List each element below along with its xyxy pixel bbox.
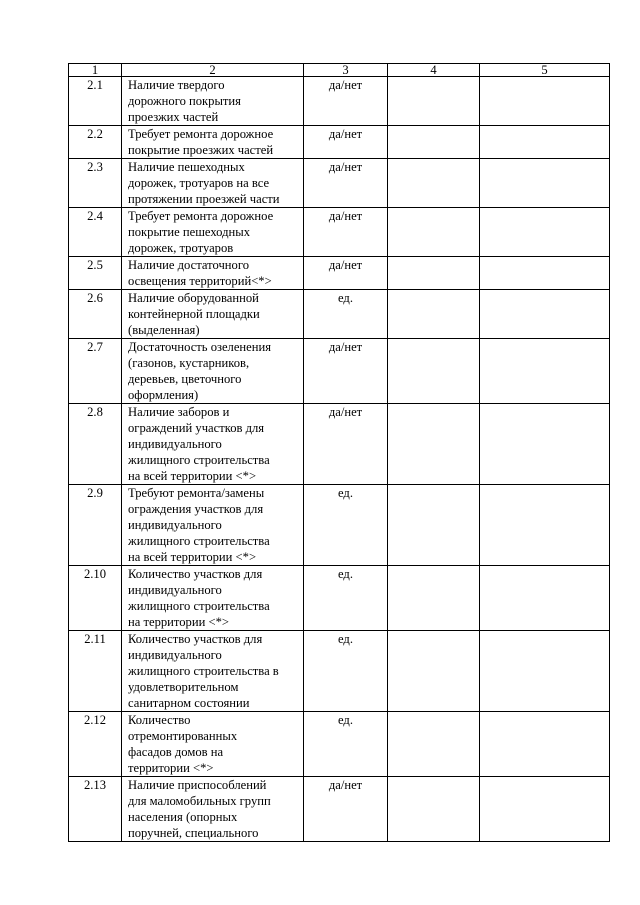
row-number: 2.3 xyxy=(69,159,122,208)
row-indicator-name: Количество отремонтированных фасадов домов на территории <*> xyxy=(122,712,304,777)
row-value-col-4 xyxy=(388,777,480,842)
table-row xyxy=(69,566,610,631)
row-unit: да/нет xyxy=(304,257,388,290)
header-col-3: 3 xyxy=(304,64,388,77)
row-value-col-5 xyxy=(480,404,610,485)
row-value-col-5 xyxy=(480,257,610,290)
row-number: 2.11 xyxy=(69,631,122,712)
row-number: 2.9 xyxy=(69,485,122,566)
row-value-col-5 xyxy=(480,566,610,631)
table-row xyxy=(69,485,610,566)
row-indicator-name: Количество участков для индивидуального жилищного строительства на территории <*> xyxy=(122,566,304,631)
table-row xyxy=(69,712,610,777)
row-value-col-5 xyxy=(480,126,610,159)
table-row xyxy=(69,77,610,126)
row-value-col-4 xyxy=(388,159,480,208)
row-indicator-name: Наличие твердого дорожного покрытия проезжих частей xyxy=(122,77,304,126)
row-number: 2.1 xyxy=(69,77,122,126)
row-unit: да/нет xyxy=(304,404,388,485)
row-value-col-5 xyxy=(480,159,610,208)
table-body xyxy=(69,64,610,842)
row-unit: ед. xyxy=(304,566,388,631)
header-col-1: 1 xyxy=(69,64,122,77)
table-row xyxy=(69,404,610,485)
table-row xyxy=(69,159,610,208)
table-row xyxy=(69,290,610,339)
row-unit: да/нет xyxy=(304,126,388,159)
table-row xyxy=(69,126,610,159)
row-value-col-4 xyxy=(388,404,480,485)
row-number: 2.7 xyxy=(69,339,122,404)
row-indicator-name: Наличие приспособлений для маломобильных групп населения (опорных поручней, специального xyxy=(122,777,304,842)
row-indicator-name: Количество участков для индивидуального жилищного строительства в удовлетворительном санитарном состоянии xyxy=(122,631,304,712)
row-value-col-4 xyxy=(388,290,480,339)
table-row xyxy=(69,208,610,257)
row-value-col-5 xyxy=(480,777,610,842)
row-unit: да/нет xyxy=(304,777,388,842)
row-unit: да/нет xyxy=(304,339,388,404)
header-col-5: 5 xyxy=(480,64,610,77)
row-unit: да/нет xyxy=(304,77,388,126)
row-value-col-4 xyxy=(388,339,480,404)
row-unit: ед. xyxy=(304,485,388,566)
row-number: 2.13 xyxy=(69,777,122,842)
row-value-col-4 xyxy=(388,77,480,126)
row-indicator-name: Наличие достаточного освещения территорий<*> xyxy=(122,257,304,290)
row-value-col-5 xyxy=(480,712,610,777)
row-indicator-name: Наличие оборудованной контейнерной площадки (выделенная) xyxy=(122,290,304,339)
row-value-col-4 xyxy=(388,257,480,290)
table-row xyxy=(69,339,610,404)
row-value-col-5 xyxy=(480,77,610,126)
row-value-col-5 xyxy=(480,290,610,339)
header-col-4: 4 xyxy=(388,64,480,77)
row-indicator-name: Достаточность озеленения (газонов, кустарников, деревьев, цветочного оформления) xyxy=(122,339,304,404)
row-value-col-5 xyxy=(480,485,610,566)
row-indicator-name: Требует ремонта дорожное покрытие пешеходных дорожек, тротуаров xyxy=(122,208,304,257)
header-row xyxy=(69,64,610,77)
row-value-col-5 xyxy=(480,631,610,712)
row-number: 2.2 xyxy=(69,126,122,159)
row-unit: да/нет xyxy=(304,208,388,257)
row-unit: ед. xyxy=(304,712,388,777)
header-col-2: 2 xyxy=(122,64,304,77)
table-row xyxy=(69,777,610,842)
row-unit: ед. xyxy=(304,631,388,712)
row-value-col-5 xyxy=(480,339,610,404)
row-indicator-name: Наличие заборов и ограждений участков для индивидуального жилищного строительства на всей территории <*> xyxy=(122,404,304,485)
table-row xyxy=(69,631,610,712)
row-indicator-name: Наличие пешеходных дорожек, тротуаров на все протяжении проезжей части xyxy=(122,159,304,208)
row-value-col-4 xyxy=(388,208,480,257)
row-unit: ед. xyxy=(304,290,388,339)
table-row xyxy=(69,257,610,290)
row-number: 2.5 xyxy=(69,257,122,290)
row-value-col-4 xyxy=(388,126,480,159)
row-value-col-5 xyxy=(480,208,610,257)
row-number: 2.10 xyxy=(69,566,122,631)
row-value-col-4 xyxy=(388,485,480,566)
row-number: 2.4 xyxy=(69,208,122,257)
row-indicator-name: Требуют ремонта/замены ограждения участков для индивидуального жилищного строительства на всей территории <*> xyxy=(122,485,304,566)
row-value-col-4 xyxy=(388,631,480,712)
row-unit: да/нет xyxy=(304,159,388,208)
row-number: 2.6 xyxy=(69,290,122,339)
document-table xyxy=(68,63,610,842)
row-number: 2.8 xyxy=(69,404,122,485)
row-number: 2.12 xyxy=(69,712,122,777)
row-indicator-name: Требует ремонта дорожное покрытие проезжих частей xyxy=(122,126,304,159)
row-value-col-4 xyxy=(388,712,480,777)
row-value-col-4 xyxy=(388,566,480,631)
